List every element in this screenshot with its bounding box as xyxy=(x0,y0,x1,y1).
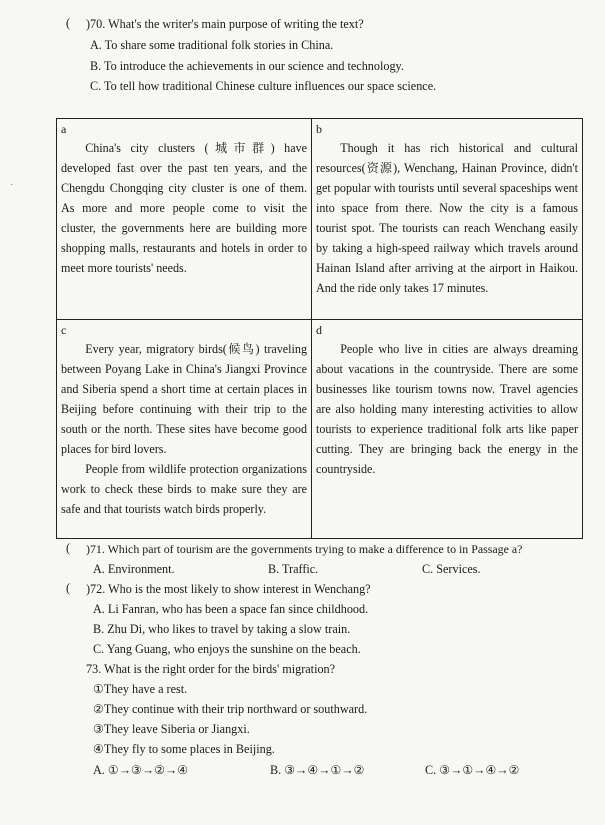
q73-option-c[interactable]: C. ③→①→④→② xyxy=(425,763,520,777)
q70-option-b[interactable]: B. To introduce the achievements in our science and technology. xyxy=(90,59,404,73)
passage-a xyxy=(57,119,312,320)
q71-option-c[interactable]: C. Services. xyxy=(422,562,481,576)
passages-table xyxy=(56,118,583,539)
passage-a-text: China's city clusters (城市群) have developed fast over the past ten years, and the Chengdu Chongqing city cluster is one of them. As more and more people come to visit the cluster, the governments here are building more shopping malls, restaurants and hotels in order to meet more tourists' needs. xyxy=(61,141,307,275)
q73-option-a[interactable]: A. ①→③→②→④ xyxy=(93,763,189,777)
passage-b-label: b xyxy=(316,122,322,136)
q73-item-2: ②They continue with their trip northward or southward. xyxy=(93,702,368,716)
q70-option-c[interactable]: C. To tell how traditional Chinese culture influences our space science. xyxy=(90,79,437,93)
q71-option-a[interactable]: A. Environment. xyxy=(93,562,175,576)
q72-option-c[interactable]: C. Yang Guang, who enjoys the sunshine on the beach. xyxy=(93,642,361,656)
passage-c-paragraph-1: Every year, migratory birds(候鸟) traveling between Poyang Lake in China's Jiangxi Province and Siberia spend a short time at certain places in Beijing before continuing with their trip to the south or the north. These sites have become good places for bird lovers. xyxy=(61,342,307,456)
passage-d-text: People who live in cities are always dreaming about vacations in the countryside. There are some businesses like tourism towns now. Travel agencies are also holding many interesting activities to allow tourists to experience traditional folk arts like paper cutting. They are bringing back the energy in the countryside. xyxy=(316,342,578,476)
q73-stem: 73. What is the right order for the birds' migration? xyxy=(86,662,336,676)
passage-a-label: a xyxy=(61,122,67,136)
q72-paren: ( xyxy=(66,581,71,595)
q72-option-b[interactable]: B. Zhu Di, who likes to travel by taking a slow train. xyxy=(93,622,351,636)
q73-item-3: ③They leave Siberia or Jiangxi. xyxy=(93,722,250,736)
q71-option-b[interactable]: B. Traffic. xyxy=(268,562,319,576)
passage-b xyxy=(312,119,583,320)
q70-paren: ( xyxy=(66,16,71,30)
passage-c-label: c xyxy=(61,323,67,337)
q73-option-b[interactable]: B. ③→④→①→② xyxy=(270,763,365,777)
passage-d-label: d xyxy=(316,323,322,337)
margin-mark: · xyxy=(10,180,14,191)
q73-item-1: ①They have a rest. xyxy=(93,682,188,696)
passage-b-text: Though it has rich historical and cultural resources(资源), Wenchang, Hainan Province, didn't get popular with tourists until several spaceships went into space from there. Now the city is a famous tourist spot. The tourists can reach Wenchang easily by taking a high-speed railway which travels around Hainan Island after arriving at the airport in Haikou. And the ride only takes 17 minutes. xyxy=(316,141,578,295)
passage-c-paragraph-2: People from wildlife protection organizations work to check these birds to make sure they are safe and that tourists watch birds properly. xyxy=(61,462,307,516)
passage-d xyxy=(312,320,583,539)
q70-option-a[interactable]: A. To share some traditional folk stories in China. xyxy=(90,38,334,52)
q72-stem: )72. Who is the most likely to show interest in Wenchang? xyxy=(86,582,371,596)
q73-item-4: ④They fly to some places in Beijing. xyxy=(93,742,275,756)
passage-c xyxy=(57,320,312,539)
q71-paren: ( xyxy=(66,541,71,555)
q72-option-a[interactable]: A. Li Fanran, who has been a space fan since childhood. xyxy=(93,602,369,616)
q70-stem: )70. What's the writer's main purpose of writing the text? xyxy=(86,17,364,31)
q71-stem: )71. Which part of tourism are the governments trying to make a difference to in Passage a? xyxy=(86,542,523,556)
